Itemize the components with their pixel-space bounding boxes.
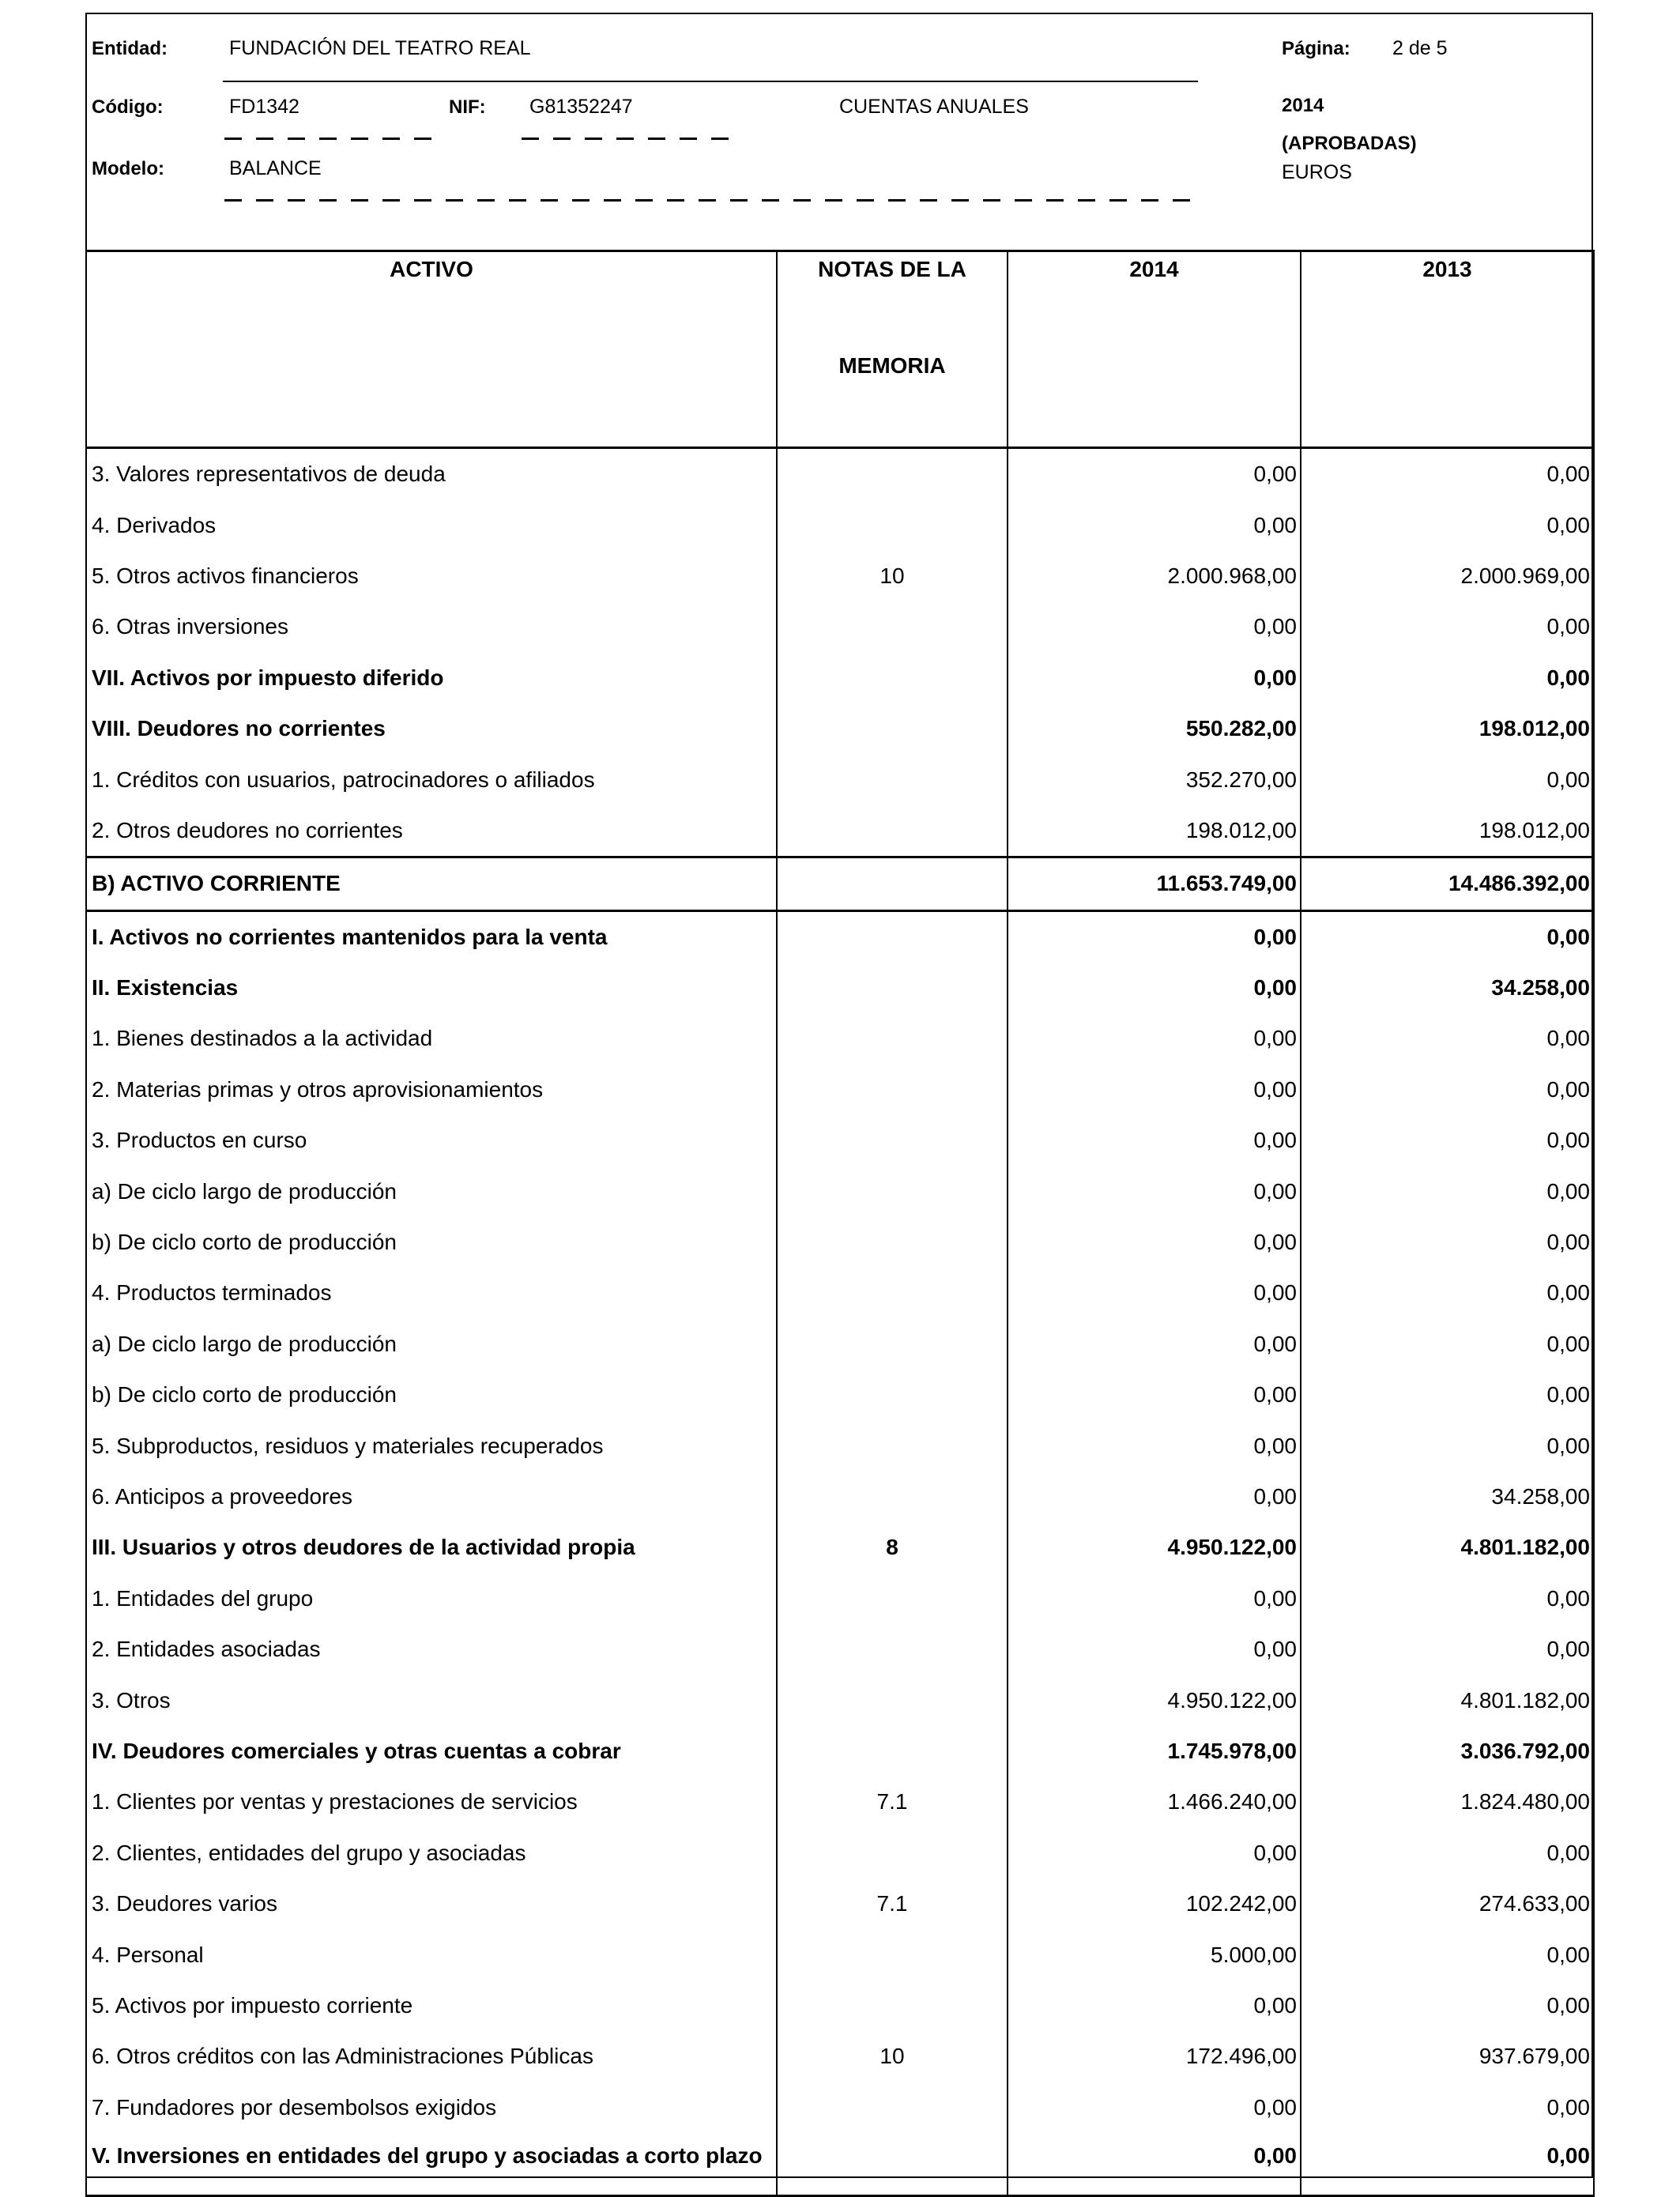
table-row [86,551,1594,601]
row-note [777,1013,1008,1064]
row-value-2013: 0,00 [1301,910,1594,963]
row-note [777,448,1008,500]
row-note [777,653,1008,703]
row-note: 8 [777,1522,1008,1573]
table-row [86,1370,1594,1420]
table-row [86,2133,1594,2196]
row-label: 2. Entidades asociadas [86,1624,777,1675]
row-value-2014: 1.466.240,00 [1008,1777,1301,1827]
row-value-2014: 0,00 [1008,2082,1301,2133]
row-note [777,1624,1008,1675]
table-row [86,910,1594,963]
row-label: 3. Deudores varios [86,1879,777,1929]
balance-table [85,250,1595,2197]
table-row [86,1013,1594,1064]
row-value-2013: 1.824.480,00 [1301,1777,1594,1827]
row-value-2014: 0,00 [1008,1166,1301,1216]
row-note [777,910,1008,963]
col-header-notas: NOTAS DE LA MEMORIA [777,251,1008,448]
table-row [86,1472,1594,1522]
table-row [86,2082,1594,2133]
row-value-2013: 0,00 [1301,1828,1594,1879]
table-row [86,1115,1594,1166]
table-row [86,653,1594,703]
row-value-2014: 1.745.978,00 [1008,1726,1301,1777]
row-value-2014: 0,00 [1008,499,1301,550]
row-label: VIII. Deudores no corrientes [86,703,777,754]
table-row [86,1929,1594,1980]
row-note [777,2133,1008,2196]
row-value-2013: 0,00 [1301,653,1594,703]
nif-underline [522,138,729,140]
table-row [86,963,1594,1013]
row-label: 6. Otras inversiones [86,601,777,652]
row-note [777,1115,1008,1166]
pagina-value: 2 de 5 [1392,37,1448,59]
row-value-2013: 0,00 [1301,1319,1594,1370]
row-note [777,1420,1008,1471]
row-value-2013: 0,00 [1301,1065,1594,1115]
row-value-2014: 0,00 [1008,1115,1301,1166]
row-note [777,1828,1008,1879]
col-header-memoria: MEMORIA [838,353,946,378]
row-value-2014: 0,00 [1008,653,1301,703]
row-value-2014: 0,00 [1008,601,1301,652]
aprobadas-label: (APROBADAS) [1282,133,1417,154]
row-value-2014: 0,00 [1008,448,1301,500]
table-row [86,1217,1594,1268]
row-note [777,1472,1008,1522]
table-row [86,601,1594,652]
table-row [86,1573,1594,1624]
table-row [86,1268,1594,1318]
row-note [777,1573,1008,1624]
row-label: 6. Otros créditos con las Administraciones Públicas [86,2031,777,2082]
row-note [777,963,1008,1013]
row-label: 1. Clientes por ventas y prestaciones de servicios [86,1777,777,1827]
table-row [86,2031,1594,2082]
row-label: B) ACTIVO CORRIENTE [86,857,777,910]
row-value-2014: 0,00 [1008,1319,1301,1370]
row-note [777,805,1008,857]
table-row [86,1726,1594,1777]
row-note [777,499,1008,550]
row-label: a) De ciclo largo de producción [86,1166,777,1216]
table-row [86,1065,1594,1115]
col-header-2014: 2014 [1008,251,1301,448]
row-label: 3. Productos en curso [86,1115,777,1166]
table-row [86,1420,1594,1471]
row-label: 7. Fundadores por desembolsos exigidos [86,2082,777,2133]
row-label: 1. Entidades del grupo [86,1573,777,1624]
row-note: 10 [777,2031,1008,2082]
col-header-2013: 2013 [1301,251,1594,448]
row-label: b) De ciclo corto de producción [86,1370,777,1420]
row-label: V. Inversiones en entidades del grupo y asociadas a corto plazo [86,2133,777,2196]
table-row [86,1980,1594,2031]
row-value-2014: 550.282,00 [1008,703,1301,754]
nif-value: G81352247 [529,96,633,118]
row-label: a) De ciclo largo de producción [86,1319,777,1370]
balance-table-body [86,448,1594,2196]
document-header [85,13,1593,250]
row-label: 1. Créditos con usuarios, patrocinadores o afiliados [86,754,777,805]
row-note [777,1980,1008,2031]
row-value-2014: 0,00 [1008,1420,1301,1471]
row-note [777,1675,1008,1725]
entidad-value: FUNDACIÓN DEL TEATRO REAL [229,37,531,59]
row-value-2013: 34.258,00 [1301,1472,1594,1522]
row-value-2013: 0,00 [1301,1115,1594,1166]
row-value-2013: 0,00 [1301,1624,1594,1675]
codigo-value: FD1342 [229,96,299,118]
row-value-2013: 0,00 [1301,1420,1594,1471]
row-label: 3. Valores representativos de deuda [86,448,777,500]
table-row [86,1777,1594,1827]
table-row [86,499,1594,550]
row-note: 7.1 [777,1879,1008,1929]
row-value-2014: 2.000.968,00 [1008,551,1301,601]
row-value-2014: 102.242,00 [1008,1879,1301,1929]
row-value-2014: 0,00 [1008,1065,1301,1115]
row-note [777,857,1008,910]
row-label: 2. Materias primas y otros aprovisionamientos [86,1065,777,1115]
row-value-2013: 0,00 [1301,1980,1594,2031]
row-value-2013: 0,00 [1301,2133,1594,2196]
row-value-2014: 5.000,00 [1008,1929,1301,1980]
row-value-2013: 2.000.969,00 [1301,551,1594,601]
row-note: 7.1 [777,1777,1008,1827]
row-note [777,2082,1008,2133]
nif-label: NIF: [449,96,486,118]
row-value-2014: 4.950.122,00 [1008,1675,1301,1725]
row-value-2013: 198.012,00 [1301,703,1594,754]
tipo-cuentas: CUENTAS ANUALES [839,96,1029,118]
row-value-2013: 274.633,00 [1301,1879,1594,1929]
table-row [86,1624,1594,1675]
row-value-2013: 4.801.182,00 [1301,1522,1594,1573]
moneda-value: EUROS [1282,161,1352,183]
row-note [777,1166,1008,1216]
balance-table-header [86,251,1594,448]
row-label: II. Existencias [86,963,777,1013]
row-label: IV. Deudores comerciales y otras cuentas a cobrar [86,1726,777,1777]
row-value-2013: 0,00 [1301,1268,1594,1318]
pagina-label: Página: [1282,38,1350,59]
row-value-2014: 0,00 [1008,1013,1301,1064]
modelo-underline [224,199,1198,202]
row-value-2014: 0,00 [1008,1828,1301,1879]
col-header-activo: ACTIVO [86,251,777,448]
row-value-2014: 0,00 [1008,1573,1301,1624]
row-label: III. Usuarios y otros deudores de la actividad propia [86,1522,777,1573]
row-value-2013: 198.012,00 [1301,805,1594,857]
entidad-underline [223,81,1198,82]
table-row [86,703,1594,754]
row-label: 1. Bienes destinados a la actividad [86,1013,777,1064]
row-note [777,703,1008,754]
row-label: 4. Productos terminados [86,1268,777,1318]
row-label: 6. Anticipos a proveedores [86,1472,777,1522]
row-value-2013: 14.486.392,00 [1301,857,1594,910]
row-note [777,1217,1008,1268]
row-label: 4. Derivados [86,499,777,550]
row-value-2013: 34.258,00 [1301,963,1594,1013]
row-label: 5. Otros activos financieros [86,551,777,601]
row-value-2014: 0,00 [1008,1624,1301,1675]
modelo-label: Modelo: [92,158,164,179]
row-value-2013: 0,00 [1301,499,1594,550]
row-value-2013: 4.801.182,00 [1301,1675,1594,1725]
row-label: b) De ciclo corto de producción [86,1217,777,1268]
row-value-2014: 4.950.122,00 [1008,1522,1301,1573]
row-value-2014: 352.270,00 [1008,754,1301,805]
row-value-2013: 0,00 [1301,2082,1594,2133]
table-row [86,805,1594,857]
row-note [777,1319,1008,1370]
table-row [86,1675,1594,1725]
row-value-2014: 0,00 [1008,1472,1301,1522]
row-value-2013: 0,00 [1301,448,1594,500]
row-label: 5. Subproductos, residuos y materiales recuperados [86,1420,777,1471]
row-value-2014: 0,00 [1008,2133,1301,2196]
row-value-2014: 0,00 [1008,1268,1301,1318]
row-note: 10 [777,551,1008,601]
row-note [777,1726,1008,1777]
row-value-2014: 198.012,00 [1008,805,1301,857]
table-row [86,754,1594,805]
row-label: 5. Activos por impuesto corriente [86,1980,777,2031]
entidad-label: Entidad: [92,38,168,59]
row-value-2013: 0,00 [1301,1217,1594,1268]
row-value-2013: 0,00 [1301,1370,1594,1420]
row-label: 2. Clientes, entidades del grupo y asociadas [86,1828,777,1879]
modelo-value: BALANCE [229,157,322,179]
row-label: 4. Personal [86,1929,777,1980]
table-row [86,857,1594,910]
row-value-2013: 0,00 [1301,754,1594,805]
row-value-2013: 0,00 [1301,1929,1594,1980]
row-value-2014: 0,00 [1008,963,1301,1013]
row-value-2013: 3.036.792,00 [1301,1726,1594,1777]
row-label: VII. Activos por impuesto diferido [86,653,777,703]
table-row [86,1166,1594,1216]
row-note [777,1268,1008,1318]
row-value-2013: 937.679,00 [1301,2031,1594,2082]
row-value-2013: 0,00 [1301,1573,1594,1624]
table-row [86,1879,1594,1929]
row-value-2014: 0,00 [1008,1980,1301,2031]
row-label: 2. Otros deudores no corrientes [86,805,777,857]
table-row [86,448,1594,500]
table-row [86,1319,1594,1370]
codigo-label: Código: [92,96,164,118]
table-row [86,1522,1594,1573]
row-value-2014: 0,00 [1008,1217,1301,1268]
row-note [777,1065,1008,1115]
row-value-2014: 11.653.749,00 [1008,857,1301,910]
row-note [777,754,1008,805]
row-note [777,1929,1008,1980]
table-row [86,1828,1594,1879]
row-value-2014: 172.496,00 [1008,2031,1301,2082]
row-value-2014: 0,00 [1008,1370,1301,1420]
row-note [777,601,1008,652]
row-value-2013: 0,00 [1301,601,1594,652]
row-label: 3. Otros [86,1675,777,1725]
ejercicio-year: 2014 [1282,95,1324,116]
row-label: I. Activos no corrientes mantenidos para la venta [86,910,777,963]
row-value-2014: 0,00 [1008,910,1301,963]
row-value-2013: 0,00 [1301,1013,1594,1064]
row-note [777,1370,1008,1420]
row-value-2013: 0,00 [1301,1166,1594,1216]
codigo-underline [224,138,431,140]
